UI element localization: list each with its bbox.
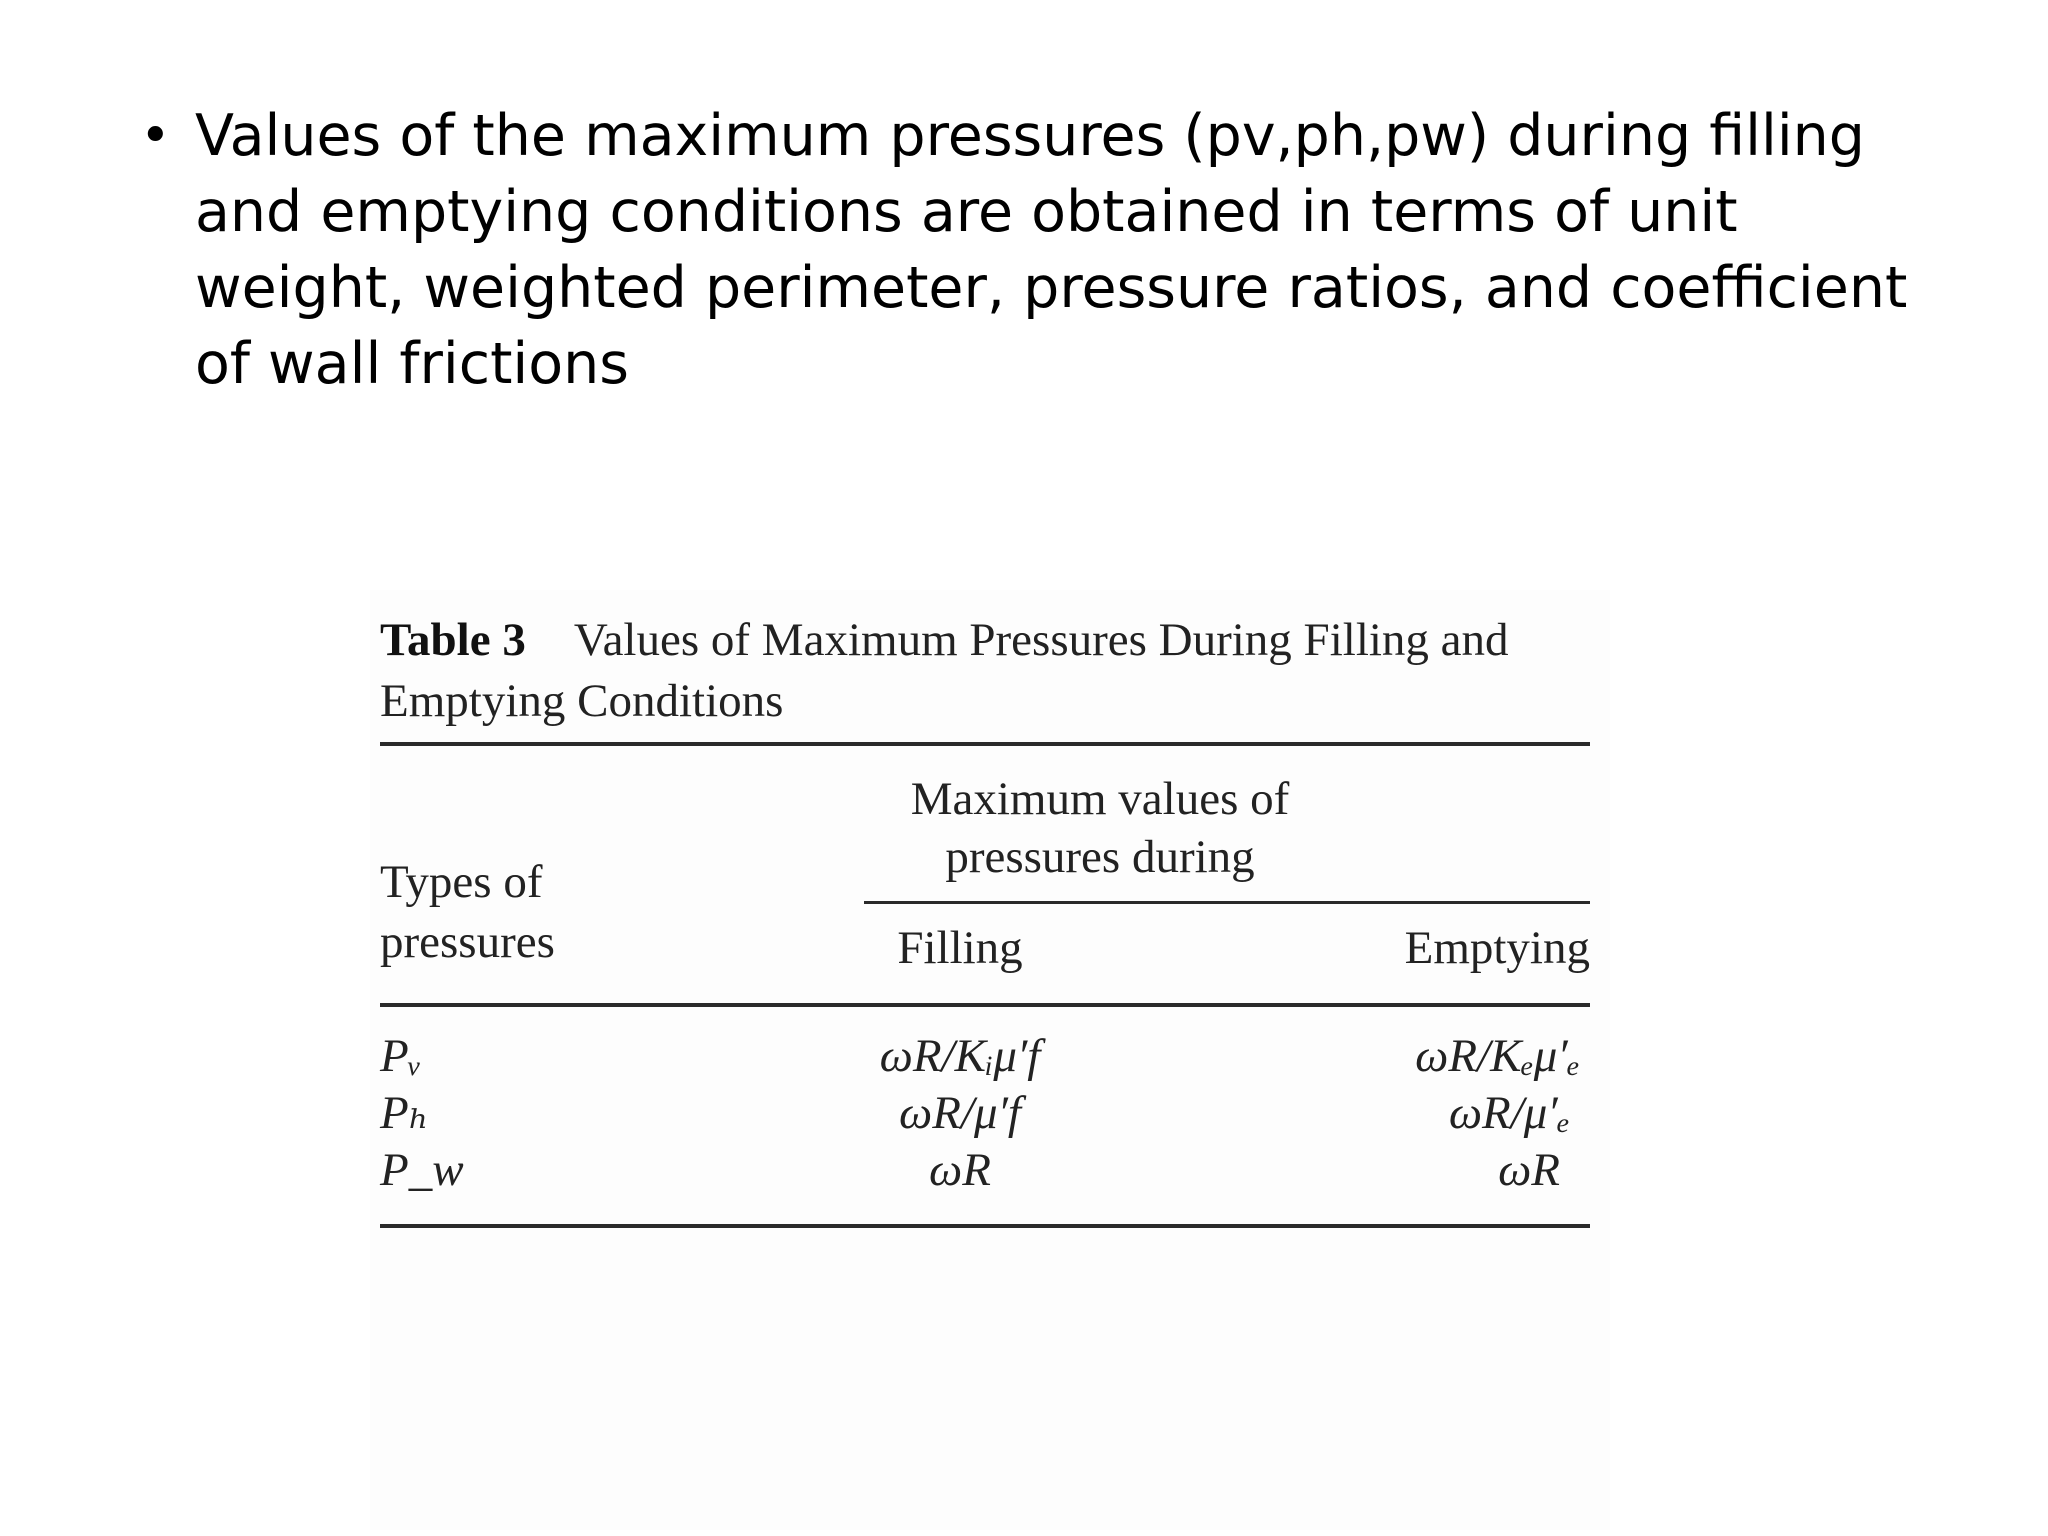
table-cell-filling: ωR/μ′f [899, 1087, 1021, 1139]
column-header-emptying: Emptying [1404, 922, 1590, 974]
table-caption [380, 610, 1580, 732]
table-cell-emptying: ωR [1498, 1144, 1560, 1196]
table-cell-filling: ωR [929, 1144, 991, 1196]
header-rule [380, 1003, 1590, 1007]
group-rule [864, 901, 1590, 904]
pressure-table [370, 590, 1610, 1530]
bullet-point [140, 98, 1920, 402]
table-cell-emptying: ωR/Kₑμ′ₑ [1415, 1030, 1580, 1082]
table-row-type: P_w [380, 1144, 464, 1196]
table-row-type: Pₕ [380, 1087, 430, 1139]
table-cell-emptying: ωR/μ′ₑ [1448, 1087, 1570, 1139]
column-header-filling: Filling [897, 922, 1023, 974]
table-title: Values of Maximum Pressures During Filling and Emptying Conditions [380, 614, 1509, 727]
group-header: Maximum values of pressures during [910, 773, 1290, 883]
bottom-rule [380, 1224, 1590, 1228]
row-header: Types of pressures [380, 856, 555, 968]
table-label: Table 3 [380, 614, 526, 666]
top-rule [380, 742, 1590, 746]
bullet-text: Values of the maximum pressures (pv,ph,pw) during filling and emptying conditions are obtained in terms of unit weight, weighted perimeter, pressure ratios, and coefficient of wall frictions [195, 103, 1908, 397]
table-row-type: Pᵥ [380, 1030, 422, 1082]
bullet-marker: • [140, 106, 171, 166]
table-cell-filling: ωR/Kᵢμ′f [879, 1030, 1041, 1082]
